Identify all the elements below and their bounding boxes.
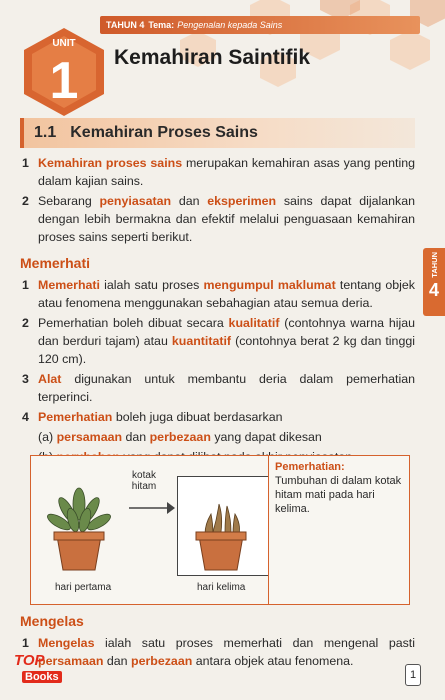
logo-top: TOP xyxy=(14,652,45,669)
intro-list xyxy=(20,154,415,468)
text-run: dan xyxy=(171,194,208,208)
text-run: ialah satu proses xyxy=(99,278,204,292)
topbooks-logo xyxy=(8,648,64,694)
highlight-term: eksperimen xyxy=(207,194,277,208)
list-item: 2 Pemerhatian boleh dibuat secara kualitatif (contohnya warna hijau dan berduri tajam) atau kuantitatif (contohnya berat 2 kg dan tinggi 120 cm). xyxy=(22,316,415,366)
highlight-term: Alat xyxy=(38,372,62,386)
unit-label: UNIT xyxy=(52,38,76,49)
list-item: 2 Sebarang penyiasatan dan eksperimen sains dapat dijalankan dengan lebih bermakna dan efektif melalui penguasaan kemahiran proses sains seperti berikut. xyxy=(22,194,415,244)
observation-text: Tumbuhan di dalam kotak hitam mati pada hari kelima. xyxy=(275,475,402,515)
side-tab-number: 4 xyxy=(428,279,439,300)
text-run: tentang objek atau fenomena menggunakan sebahagian atau semua deria. xyxy=(38,278,416,310)
day1-label: hari pertama xyxy=(55,582,112,593)
text-run: sains dapat dijalankan dengan lebih bermakna dan efektif melalui penguasaan kemahiran proses sains seperti berikut. xyxy=(38,194,415,244)
kotak-label: kotak hitam xyxy=(131,470,157,492)
observation-figure xyxy=(30,455,410,605)
text-run: Pemerhatian boleh dibuat secara xyxy=(38,316,229,330)
sub-list-item: (a) persamaan dan perbezaan yang dapat dikesan xyxy=(38,430,322,444)
highlight-term: Mengelas xyxy=(38,636,95,650)
highlight-term: penyiasatan xyxy=(99,194,172,208)
section-header xyxy=(20,118,415,148)
arrow-right-icon xyxy=(127,498,177,518)
highlight-term: Memerhati xyxy=(38,278,100,292)
section-title: Kemahiran Proses Sains xyxy=(70,124,258,141)
side-tab xyxy=(423,248,445,316)
page-number: 1 xyxy=(405,664,421,686)
tahun-label: TAHUN 4 xyxy=(106,20,145,30)
mengelas-heading: Mengelas xyxy=(20,613,84,629)
dead-plant-illustration xyxy=(183,484,263,574)
tema-value: Pengenalan kepada Sains xyxy=(177,20,283,30)
text-run: dan xyxy=(103,654,131,668)
list-item: 1 Memerhati ialah satu proses mengumpul maklumat tentang objek atau fenomena menggunakan sebahagian atau semua deria. xyxy=(22,278,416,310)
text-run: (contohnya warna hijau dan berduri tajam) atau xyxy=(38,316,415,348)
list-item: 4 Pemerhatian boleh juga dibuat berdasarkan xyxy=(22,410,283,424)
mengelas-list xyxy=(20,612,415,672)
healthy-plant-illustration xyxy=(39,474,119,574)
text-run: merupakan kemahiran asas yang penting dalam kajian sains. xyxy=(38,156,415,188)
highlight-term: Kemahiran proses sains xyxy=(38,156,183,170)
unit-badge xyxy=(22,26,106,118)
list-item: 1 Mengelas ialah satu proses memerhati dan mengenal pasti persamaan dan perbezaan antara objek atau fenomena. xyxy=(22,636,415,668)
tema-label: Tema: xyxy=(148,20,175,30)
list-item: 1 Kemahiran proses sains merupakan kemahiran asas yang penting dalam kajian sains. xyxy=(22,156,415,188)
highlight-term: perbezaan xyxy=(131,654,193,668)
text-run: antara objek atau fenomena. xyxy=(192,654,354,668)
section-number: 1.1 xyxy=(34,124,57,141)
logo-bottom: Books xyxy=(22,671,62,683)
text-run: boleh juga dibuat berdasarkan xyxy=(112,410,283,424)
side-tab-label: TAHUN xyxy=(429,252,439,278)
highlight-term: mengumpul maklumat xyxy=(203,278,336,292)
day5-label: hari kelima xyxy=(197,582,246,593)
unit-title: Kemahiran Saintifik xyxy=(114,46,311,69)
list-item: 3 Alat digunakan untuk membantu deria dalam pemerhatian terperinci. xyxy=(22,372,415,404)
highlight-term: kuantitatif xyxy=(171,334,232,348)
unit-number: 1 xyxy=(49,52,79,110)
header-bar xyxy=(100,16,420,34)
text-run: Sebarang xyxy=(38,194,100,208)
highlight-term: Pemerhatian xyxy=(38,410,113,424)
text-run: yang dapat dikesan xyxy=(210,430,322,444)
highlight-term: kualitatif xyxy=(228,316,280,330)
text-run: ialah satu proses memerhati dan mengenal pasti xyxy=(94,636,415,650)
highlight-term: persamaan xyxy=(38,654,104,668)
highlight-term: persamaan xyxy=(56,430,123,444)
text-run: digunakan untuk membantu deria dalam pemerhatian terperinci. xyxy=(38,372,415,404)
text-run: dan xyxy=(122,430,150,444)
observation-title: Pemerhatian: xyxy=(275,461,345,473)
highlight-term: perbezaan xyxy=(149,430,211,444)
observation-note xyxy=(268,456,411,604)
text-run: (contohnya berat 2 kg dan tinggi 120 cm). xyxy=(38,334,415,366)
memerhati-heading: Memerhati xyxy=(20,255,91,271)
